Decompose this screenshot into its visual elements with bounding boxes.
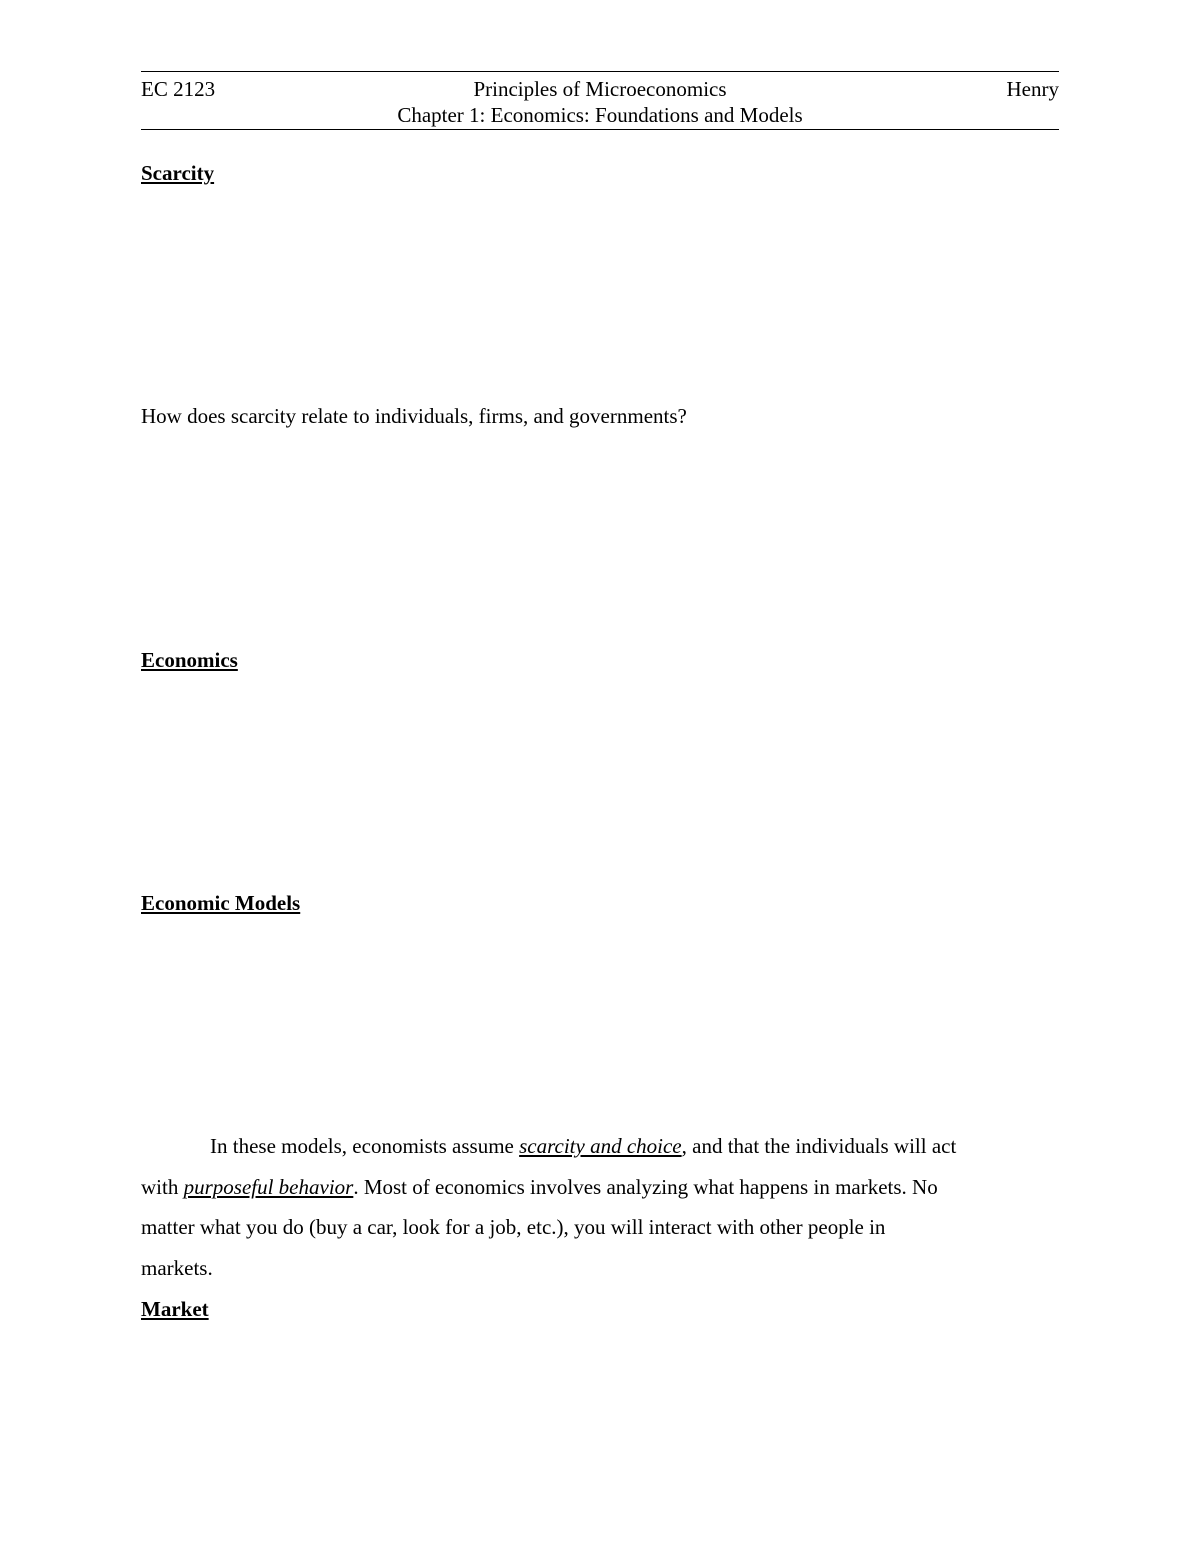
- heading-market: Market: [141, 1297, 209, 1321]
- economic-models-paragraph: [141, 1126, 1059, 1288]
- header-bottom-rule: [141, 129, 1059, 130]
- header-top-rule: [141, 71, 1059, 72]
- term-scarcity-and-choice: scarcity and choice: [519, 1134, 682, 1158]
- instructor-name: Henry: [1006, 77, 1059, 101]
- course-title: Principles of Microeconomics: [473, 77, 727, 101]
- scarcity-question: How does scarcity relate to individuals, firms, and governments?: [141, 404, 687, 428]
- paragraph-line-3: matter what you do (buy a car, look for a job, etc.), you will interact with other people in: [141, 1215, 886, 1239]
- chapter-title: Chapter 1: Economics: Foundations and Models: [397, 103, 803, 127]
- heading-economics: Economics: [141, 648, 238, 672]
- term-purposeful-behavior: purposeful behavior: [183, 1174, 354, 1199]
- paragraph-line-2: with purposeful behavior. Most of economics involves analyzing what happens in markets. No: [141, 1174, 938, 1199]
- heading-scarcity: Scarcity: [141, 161, 215, 185]
- course-code: EC 2123: [141, 77, 216, 101]
- paragraph-line-1: In these models, economists assume scarcity and choice, and that the individuals will act: [210, 1134, 957, 1158]
- paragraph-line-4: markets.: [141, 1255, 213, 1280]
- heading-economic-models: Economic Models: [141, 891, 301, 915]
